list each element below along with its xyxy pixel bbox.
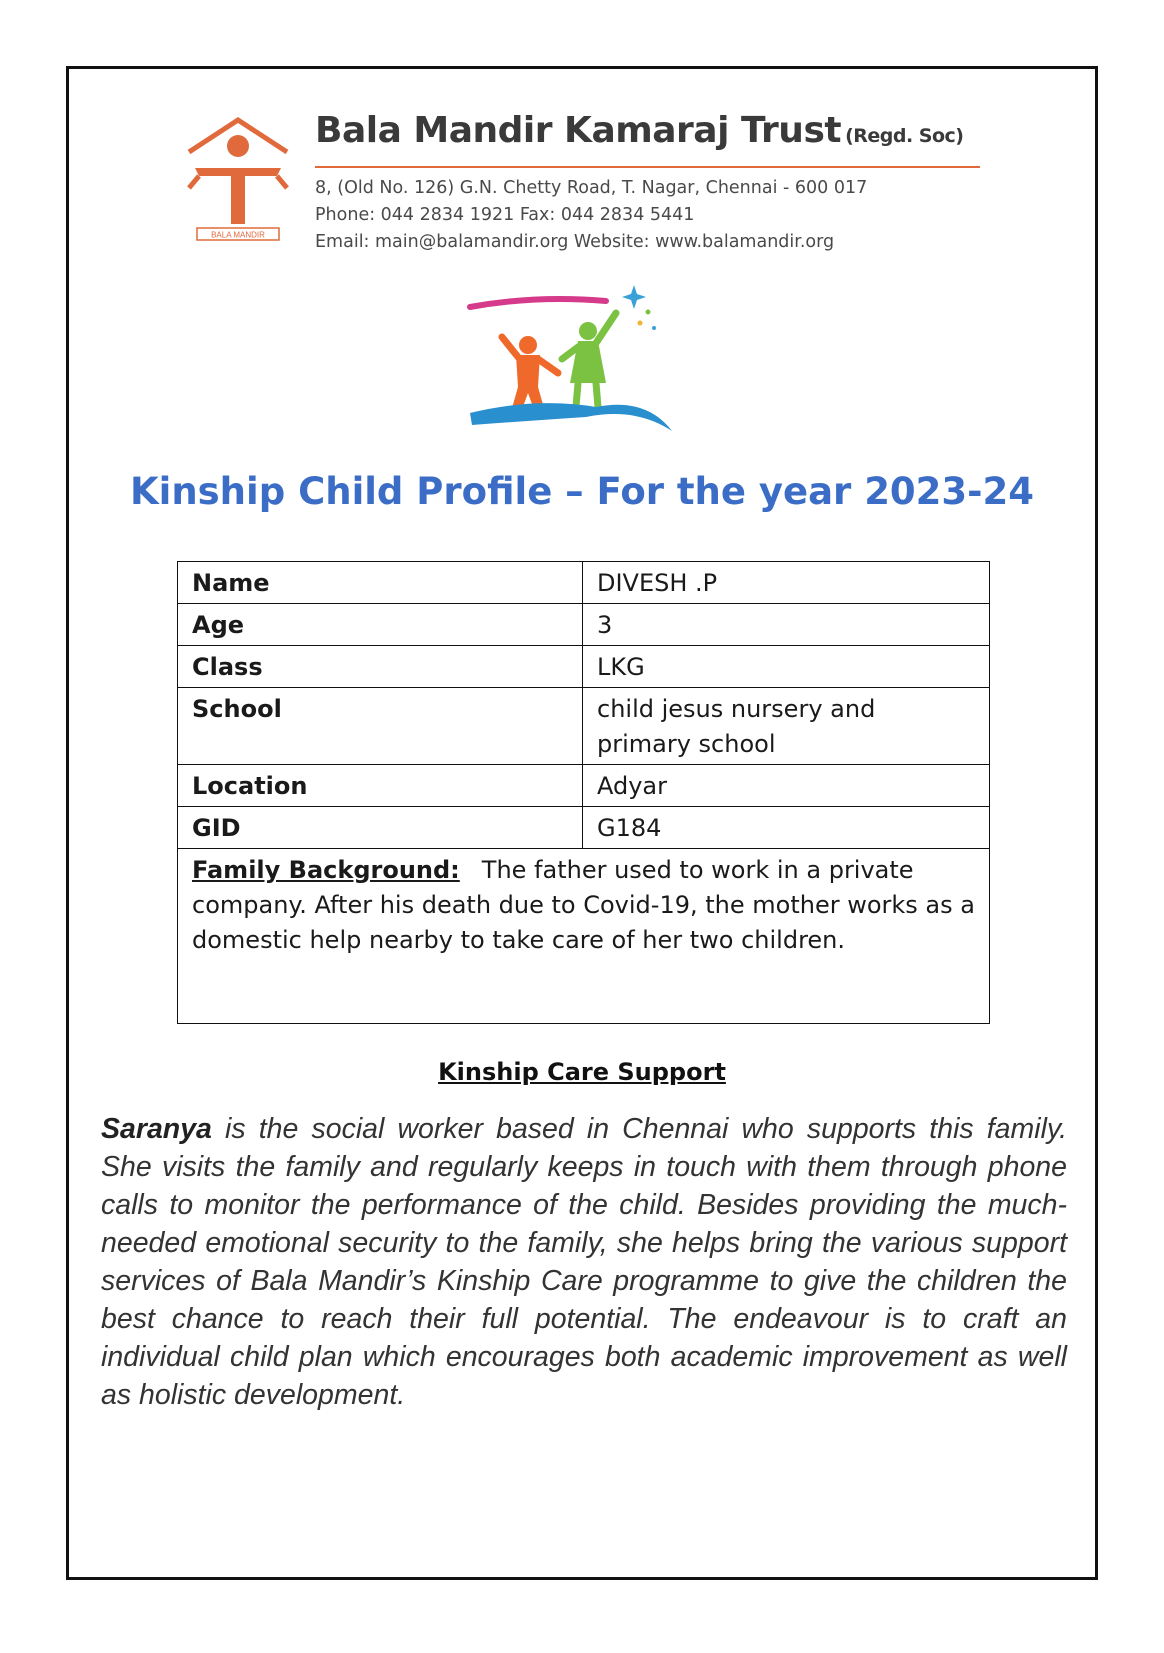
field-value-class: LKG [583, 646, 990, 688]
family-background-cell [178, 849, 990, 1024]
field-label-age: Age [178, 604, 583, 646]
kinship-care-paragraph [101, 1110, 1067, 1414]
address-line: 8, (Old No. 126) G.N. Chetty Road, T. Nagar, Chennai - 600 017 [315, 178, 868, 198]
table-row [178, 646, 990, 688]
org-suffix: (Regd. Soc) [845, 125, 964, 147]
family-background-row [178, 849, 990, 1024]
table-row [178, 688, 990, 765]
table-row [178, 604, 990, 646]
support-description: is the social worker based in Chennai who supports this family. She visits the family and regularly keeps in touch with them through phone calls to monitor the performance of the child. Besides providing the much-needed emotional security to the family, she helps bring the various support services of Bala Mandir’s Kinship Care programme to give the children the best chance to reach their full potential. The endeavour is to craft an individual child plan which encourages both academic improvement as well as holistic development. [101, 1113, 1067, 1411]
field-label-school: School [178, 688, 583, 765]
kinship-care-heading: Kinship Care Support [438, 1058, 726, 1086]
table-row [178, 562, 990, 604]
letterhead-rule [315, 166, 980, 168]
logo-text: BALA MANDIR [211, 230, 265, 240]
organization-name [315, 110, 964, 151]
field-value-location: Adyar [583, 765, 990, 807]
field-label-gid: GID [178, 807, 583, 849]
org-name-text: Bala Mandir Kamaraj Trust [315, 110, 842, 151]
field-value-school: child jesus nursery and primary school [583, 688, 990, 765]
field-value-name: DIVESH .P [583, 562, 990, 604]
page-title: Kinship Child Profile – For the year 2023-24 [129, 470, 1035, 513]
bala-mandir-logo [185, 116, 291, 244]
field-value-age: 3 [583, 604, 990, 646]
phone-fax-line: Phone: 044 2834 1921 Fax: 044 2834 5441 [315, 205, 695, 225]
kinship-children-logo [466, 285, 696, 445]
field-label-name: Name [178, 562, 583, 604]
field-value-gid: G184 [583, 807, 990, 849]
field-label-location: Location [178, 765, 583, 807]
letterhead [185, 110, 985, 260]
table-row [178, 807, 990, 849]
email-website-line: Email: main@balamandir.org Website: www.balamandir.org [315, 232, 835, 252]
social-worker-name: Saranya [101, 1113, 212, 1145]
field-label-class: Class [178, 646, 583, 688]
child-profile-table [177, 561, 990, 1024]
table-row [178, 765, 990, 807]
family-background-label: Family Background: [192, 856, 460, 884]
family-background-text: The father used to work in a private company. After his death due to Covid-19, the mother works as a domestic help nearby to take care of her two children. [192, 856, 975, 954]
